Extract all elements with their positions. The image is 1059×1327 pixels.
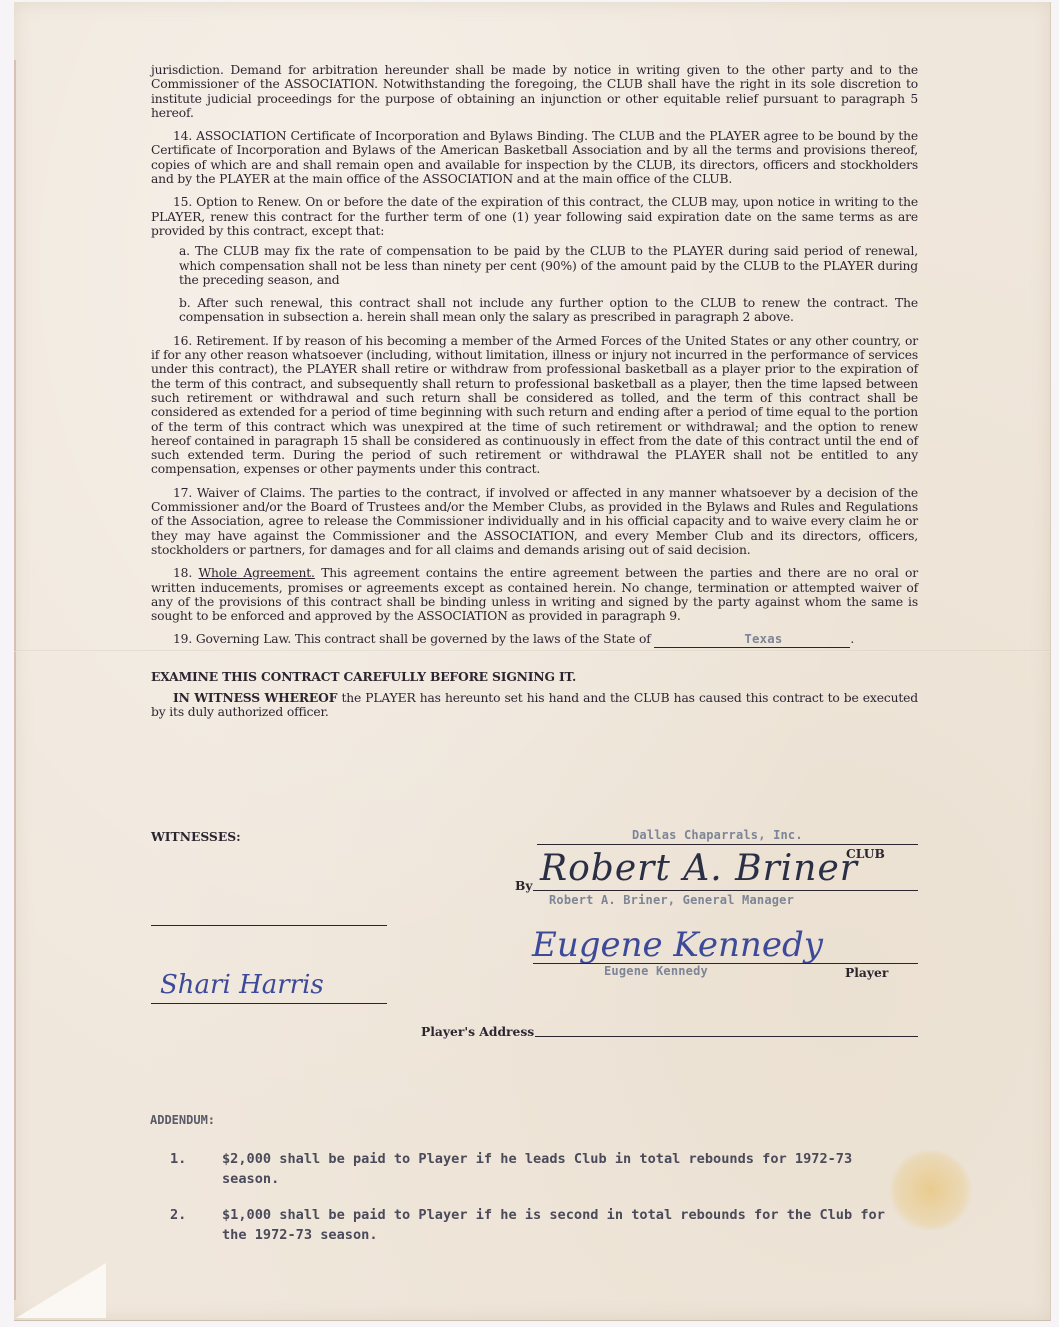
addendum-item-text: $2,000 shall be paid to Player if he leads Club in total rebounds for 1972-73 season. bbox=[222, 1151, 853, 1187]
section-heading: Waiver of Claims. bbox=[196, 485, 306, 500]
section-body: On or before the date of the expiration of this contract, the CLUB may, upon notice in writing to the PLAYER, renew this contract for the further term of one (1) year following said expiration date on the same terms as are provided by this contract, except that: bbox=[151, 195, 918, 238]
top-fragment: jurisdiction. Demand for arbitration hereunder shall be made by notice in writing given to the other party and to the Commissioner of the ASSOCIATION. Notwithstanding the foregoing, the CLUB shall have the right in its sole discretion to institute judicial proceedings for the purpose of obtaining an injunction or other equitable relief pursuant to paragraph 5 hereof. bbox=[151, 63, 918, 120]
players-address-line bbox=[535, 1036, 918, 1037]
witness-signature: Shari Harris bbox=[160, 970, 324, 1000]
section-number: 15. bbox=[173, 195, 193, 210]
section-15-b: b. After such renewal, this contract shall not include any further option to the CLUB to renew the contract. The compensation in subsection a. herein shall mean only the salary as prescribed in paragraph 2 above. bbox=[179, 296, 918, 325]
player-signature-line bbox=[533, 963, 918, 964]
witness-line-2 bbox=[151, 1003, 387, 1004]
section-heading: Governing Law. bbox=[195, 632, 292, 647]
section-15-a: a. The CLUB may fix the rate of compensation to be paid by the CLUB to the PLAYER during said period of renewal, which compensation shall not be less than ninety per cent (90%) of the amount paid by the CLUB to the PLAYER during the preceding season, and bbox=[179, 244, 918, 287]
section-15 bbox=[151, 195, 918, 238]
witness-line-1 bbox=[151, 925, 387, 926]
section-17 bbox=[151, 486, 918, 557]
examine-notice: EXAMINE THIS CONTRACT CAREFULLY BEFORE SIGNING IT. bbox=[151, 668, 577, 684]
section-number: 17. bbox=[173, 485, 193, 500]
addendum-item-number: 2. bbox=[170, 1207, 187, 1223]
folded-corner bbox=[16, 1263, 106, 1318]
state-field bbox=[654, 632, 850, 647]
player-signature: Eugene Kennedy bbox=[532, 925, 823, 965]
section-body: The parties to the contract, if involved or affected in any manner whatsoever by a decision of the Commissioner and/or the Board of Trustees and/or the Member Clubs, as provided in the Bylaws and Rules and Regulations of the Association, agree to release the Commissioner individually and in his official capacity and to waive every claim he or they may have against the Commissioner and the ASSOCIATION, and every Member Club and its directors, officers, stockholders or partners, for damages and for all claims and demands arising out of said decision. bbox=[151, 485, 918, 557]
club-signature-line bbox=[533, 890, 918, 891]
witnesses-label: WITNESSES: bbox=[151, 829, 241, 844]
section-16 bbox=[151, 334, 918, 477]
addendum-item bbox=[150, 1149, 890, 1189]
stain bbox=[888, 1150, 973, 1230]
player-label: Player bbox=[845, 965, 889, 980]
state-value: Texas bbox=[744, 632, 783, 647]
section-19: 19. Governing Law. This contract shall be governed by the laws of the State of Texas . bbox=[173, 632, 855, 647]
players-address-label: Player's Address bbox=[421, 1024, 535, 1039]
section-number: 18. bbox=[173, 566, 193, 581]
addendum-item-number: 1. bbox=[170, 1151, 187, 1167]
club-signer-typed: Robert A. Briner, General Manager bbox=[549, 893, 795, 907]
section-body: The CLUB and the PLAYER agree to be bound by the Certificate of Incorporation and Bylaws of the American Basketball Association and by all the terms and provisions thereof, copies of which are and shall remain open and available for inspection by the CLUB, its directors, officers and stockholders and by the PLAYER at the main office of the ASSOCIATION and at the main office of the CLUB. bbox=[151, 129, 919, 187]
section-number: 14. bbox=[173, 129, 193, 144]
addendum bbox=[150, 1113, 890, 1261]
addendum-item bbox=[150, 1205, 890, 1245]
section-heading: ASSOCIATION Certificate of Incorporation and Bylaws Binding. bbox=[196, 129, 588, 144]
section-number: 19. bbox=[173, 632, 193, 647]
club-name-line bbox=[537, 844, 918, 845]
addendum-title: ADDENDUM: bbox=[150, 1113, 216, 1127]
section-body: This agreement contains the entire agreement between the parties and there are no oral or written inducements, promises or agreements except as contained herein. No change, termination or attempted waiver of any of the provisions of this contract shall be binding unless in writing and signed by the party against whom the same is sought to be enforced and approved by the ASSOCIATION as provided in paragraph 9. bbox=[151, 566, 919, 624]
section-14 bbox=[151, 129, 918, 186]
section-heading: Whole Agreement. bbox=[198, 566, 315, 581]
section-body: If by reason of his becoming a member of the Armed Forces of the United States or any other country, or if for any other reason whatsoever (including, without limitation, illness or injury not incurred in the performance of services under this contract), the PLAYER shall retire or withdraw from professional basketball as a player prior to the expiration of the term of this contract, and subsequently shall return to professional basketball as a player, then the time lapsed between such retirement or withdrawal and such return shall be considered as tolled, and the term of this contract shall be considered as extended for a period of time beginning with such return and ending after a period of time equal to the portion of the term of this contract which was unexpired at the time of such retirement or withdrawal; and the option to renew hereof contained in paragraph 15 shall be considered as continuously in effect from the date of this contract until the end of such extended term. During the period of such retirement or withdrawal the PLAYER shall not be entitled to any compensation, expenses or other payments under this contract. bbox=[151, 333, 918, 477]
page-edge bbox=[14, 60, 16, 1300]
section-number: 16. bbox=[173, 333, 193, 348]
club-signature: Robert A. Briner bbox=[540, 848, 859, 889]
witness-clause-lead: IN WITNESS WHEREOF bbox=[173, 689, 338, 705]
player-name-typed: Eugene Kennedy bbox=[604, 964, 708, 978]
witness-clause-rest: the PLAYER has hereunto set his hand and the CLUB has caused this contract to be executed by its duly authorized officer. bbox=[151, 690, 918, 720]
witness-clause bbox=[151, 691, 918, 720]
section-heading: Option to Renew. bbox=[196, 195, 302, 210]
section-heading: Retirement. bbox=[196, 333, 269, 348]
addendum-item-text: $1,000 shall be paid to Player if he is second in total rebounds for the Club for the 1972-73 season. bbox=[222, 1207, 885, 1243]
section-18 bbox=[151, 566, 918, 623]
by-label: By bbox=[515, 878, 533, 893]
club-label: CLUB bbox=[846, 846, 885, 861]
contract-body bbox=[151, 63, 918, 729]
club-name-typed: Dallas Chaparrals, Inc. bbox=[632, 828, 803, 842]
section-body: This contract shall be governed by the laws of the State of bbox=[294, 632, 651, 647]
